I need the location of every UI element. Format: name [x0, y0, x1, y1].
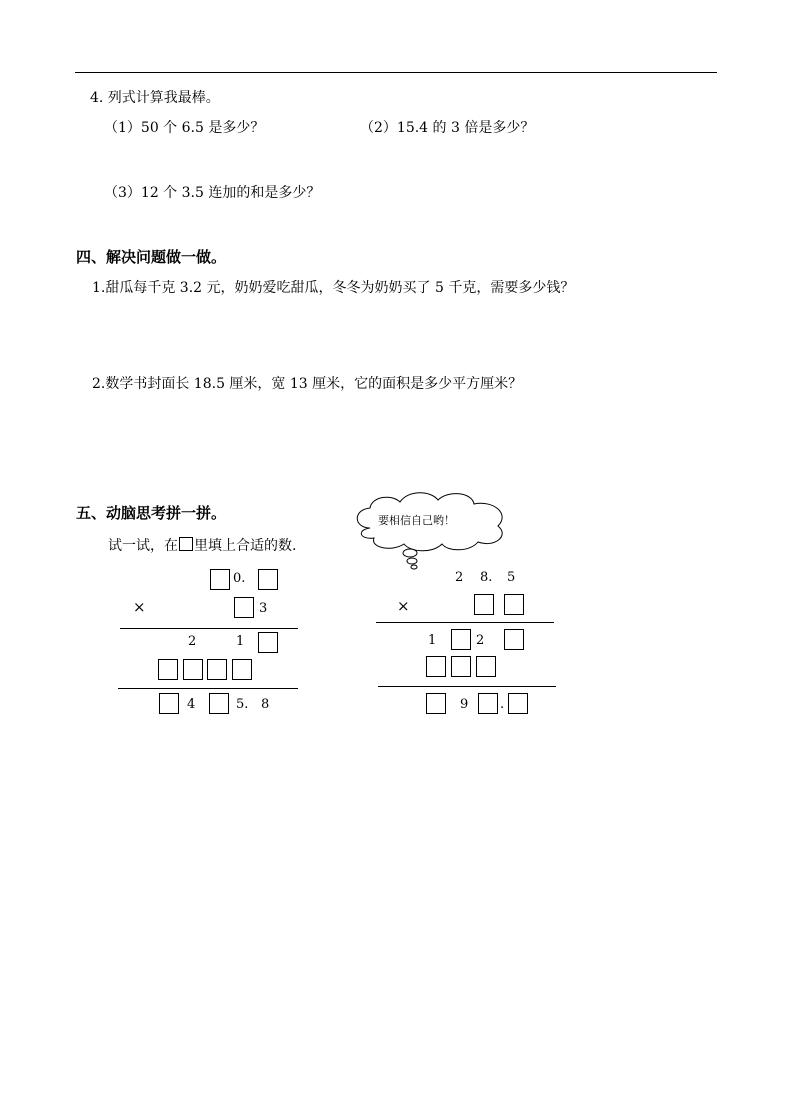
question-1: （1）50 个 6.5 是多少？ — [104, 120, 265, 136]
puzzle1-box-r1b[interactable] — [258, 569, 278, 590]
puzzle2-box-r2a[interactable] — [474, 594, 494, 615]
puzzle1-r5-b: 5. — [236, 697, 249, 712]
puzzle2-r3-b: 2 — [476, 633, 485, 648]
puzzle2-r1-c: 5 — [507, 570, 516, 585]
times-sign: × — [133, 598, 146, 616]
problem-2: 2.数学书封面长 18.5 厘米，宽 13 厘米，它的面积是多少平方厘米？ — [92, 376, 523, 392]
puzzle1-box-r4c[interactable] — [207, 659, 227, 680]
puzzle2-r3-a: 1 — [428, 633, 437, 648]
puzzle1-rule-2 — [118, 688, 298, 689]
section-4-title: 四、解决问题做一做。 — [76, 248, 227, 266]
instruction-suffix: 里填上合适的数. — [194, 538, 297, 554]
puzzle1-box-r5a[interactable] — [159, 693, 179, 714]
puzzle1-box-r4d[interactable] — [232, 659, 252, 680]
puzzle1-rule-1 — [120, 628, 298, 629]
question-3: （3）12 个 3.5 连加的和是多少？ — [104, 185, 321, 201]
puzzle1-r1-text: 0. — [233, 571, 246, 586]
puzzle2-box-r5c[interactable] — [508, 693, 528, 714]
cloud-icon — [348, 488, 513, 570]
puzzle2-box-r4a[interactable] — [426, 656, 446, 677]
puzzle1-box-r4b[interactable] — [183, 659, 203, 680]
puzzle1-box-r1a[interactable] — [210, 569, 230, 590]
puzzle1-r2-text: 3 — [259, 601, 268, 616]
question-2: （2）15.4 的 3 倍是多少？ — [360, 120, 535, 136]
puzzle1-box-r5b[interactable] — [209, 693, 229, 714]
puzzle2-r5-dot: . — [500, 697, 505, 712]
puzzle2-box-r4c[interactable] — [476, 656, 496, 677]
puzzle1-box-r2a[interactable] — [234, 597, 254, 618]
puzzle2-box-r4b[interactable] — [451, 656, 471, 677]
puzzle1-box-r4a[interactable] — [158, 659, 178, 680]
puzzle2-box-r3a[interactable] — [451, 629, 471, 650]
problem-1: 1.甜瓜每千克 3.2 元，奶奶爱吃甜瓜，冬冬为奶奶买了 5 千克，需要多少钱？ — [92, 280, 575, 296]
section4-heading: 4. 列式计算我最棒。 — [90, 90, 220, 106]
puzzle2-r1-b: 8. — [480, 570, 493, 585]
puzzle2-rule-1 — [376, 622, 554, 623]
top-rule — [75, 72, 717, 73]
bubble-text: 要相信自己哟！ — [378, 514, 455, 527]
instruction — [108, 537, 296, 554]
square-symbol-icon — [179, 537, 193, 551]
section-5-title: 五、动脑思考拼一拼。 — [76, 504, 227, 522]
puzzle2-r5-a: 9 — [460, 697, 469, 712]
puzzle1-r3-a: 2 — [188, 634, 197, 649]
puzzle1-r3-b: 1 — [236, 634, 245, 649]
puzzle1-r5-a: 4 — [187, 697, 196, 712]
puzzle2-box-r2b[interactable] — [504, 594, 524, 615]
times-sign: × — [397, 597, 410, 615]
puzzle2-box-r3b[interactable] — [504, 629, 524, 650]
thought-bubble — [348, 488, 513, 574]
instruction-prefix: 试一试，在 — [108, 538, 178, 554]
puzzle2-rule-2 — [378, 686, 556, 687]
puzzle1-box-r3[interactable] — [258, 632, 278, 653]
puzzle2-r1-a: 2 — [455, 570, 464, 585]
puzzle2-box-r5b[interactable] — [478, 693, 498, 714]
puzzle1-r5-c: 8 — [261, 697, 270, 712]
puzzle2-box-r5a[interactable] — [426, 693, 446, 714]
